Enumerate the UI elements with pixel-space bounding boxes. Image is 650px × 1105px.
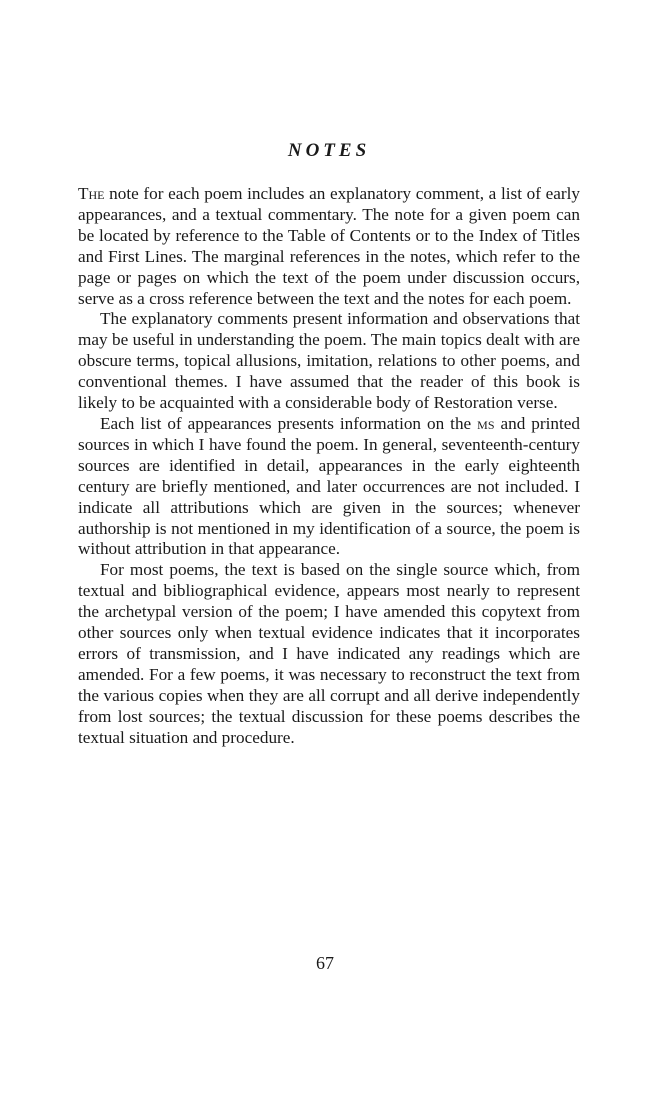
- page-content: [78, 140, 580, 748]
- paragraph-list-of-appearances: [78, 414, 580, 560]
- paragraph-textual-basis: [78, 560, 580, 748]
- notes-body: [78, 184, 580, 748]
- paragraph-explanatory-comments: [78, 309, 580, 414]
- paragraph-introduction: [78, 184, 580, 309]
- paragraph-text: Each list of appearances presents information on the: [100, 413, 478, 433]
- page-number: 67: [316, 953, 334, 973]
- ms-abbreviation: ms: [477, 413, 495, 433]
- page-title: NOTES: [287, 140, 371, 161]
- lead-word: The: [78, 184, 105, 203]
- paragraph-text: and printed sources in which I have found the poem. In general, seventeenth-century sources are identified in detail, appearances in the early eighteenth century are briefly mentioned, and later occurrences are not included. I indicate all attributions which are given in the sources; whenever authorship is not mentioned in my identification of a source, the poem is without attribution in that appearance.: [78, 413, 580, 559]
- paragraph-text: For most poems, the text is based on the single source which, from textual and bibliographical evidence, appears most nearly to represent the archetypal version of the poem; I have amended this copytext from other sources only when textual evidence indicates that it incorporates errors of transmission, and I have indicated any readings which are amended. For a few poems, it was necessary to reconstruct the text from the various copies when they are all corrupt and all derive independently from lost sources; the textual discussion for these poems describes the textual situation and procedure.: [78, 560, 580, 747]
- paragraph-text: note for each poem includes an explanatory comment, a list of early appearances, and a textual commentary. The note for a given poem can be located by reference to the Table of Contents or to the Index of Titles and First Lines. The marginal references in the notes, which refer to the page or pages on which the text of the poem under discussion occurs, serve as a cross reference between the text and the notes for each poem.: [78, 184, 580, 308]
- paragraph-text: The explanatory comments present information and observations that may be useful in understanding the poem. The main topics dealt with are obscure terms, topical allusions, imitation, relations to other poems, and conventional themes. I have assumed that the reader of this book is likely to be acquainted with a considerable body of Restoration verse.: [78, 309, 580, 413]
